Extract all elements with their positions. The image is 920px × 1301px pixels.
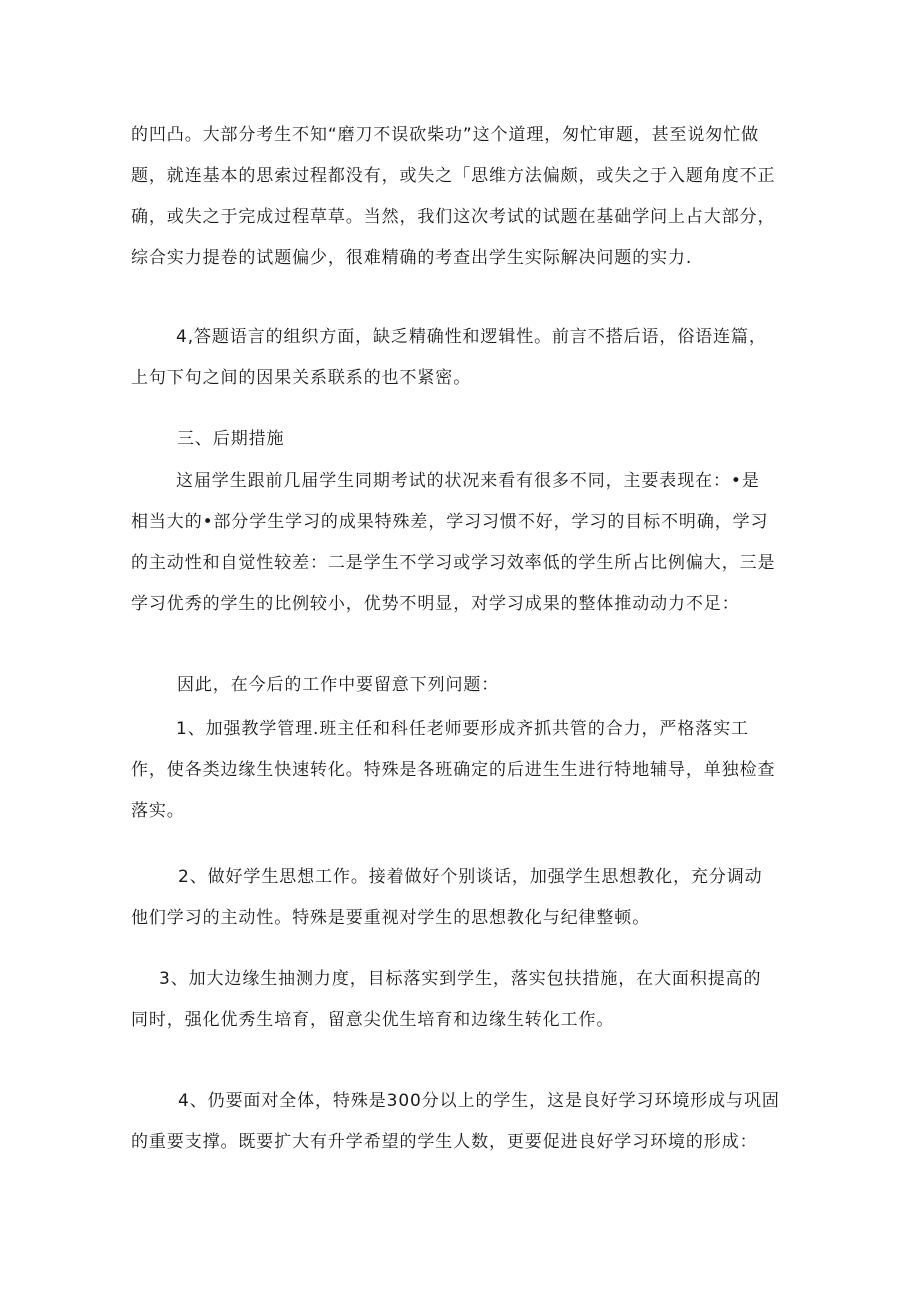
- text-line: 4、仍要面对全体，特殊是300分以上的学生，这是良好学习环境形成与巩固: [178, 1091, 780, 1111]
- text-line: 上句下句之间的因果关系联系的也不紧密。: [131, 368, 472, 388]
- text-line: 4,答题语言的组织方面，缺乏精确性和逻辑性。前言不搭后语，俗语连篇，: [176, 327, 767, 347]
- heading-text: 三、后期措施: [177, 429, 285, 449]
- text-line: 他们学习的主动性。特殊是要重视对学生的思想教化与纪律整顿。: [131, 908, 651, 928]
- text-line: 确，或失之于完成过程草草。当然，我们这次考试的试题在基础学问上占大部分，: [131, 207, 776, 227]
- text-line: 相当大的•部分学生学习的成果特殊差，学习习惯不好，学习的目标不明确，学习: [131, 512, 769, 532]
- text-line: 1、加强教学管理.班主任和科任老师要形成齐抓共管的合力，严格落实工: [176, 719, 749, 739]
- text-line: 这届学生跟前几届学生同期考试的状况来看有很多不同，主要表现在：•是: [176, 471, 760, 491]
- section-heading: [177, 419, 284, 460]
- text-line: 同时，强化优秀生培育，留意尖优生培育和边缘生转化工作。: [131, 1010, 615, 1030]
- text-line: 综合实力提卷的试题偏少，很难精确的考查出学生实际解决问题的实力.: [131, 248, 693, 268]
- paragraph-reasoning-issues: [131, 115, 775, 279]
- list-item-2: [131, 857, 763, 939]
- paragraph-student-status: [131, 461, 775, 625]
- text-line: 因此，在今后的工作中要留意下列问题：: [177, 675, 500, 695]
- text-line: 学习优秀的学生的比例较小，优势不明显，对学习成果的整体推动动力不足：: [131, 594, 740, 614]
- text-line: 2、做好学生思想工作。接着做好个别谈话，加强学生思想教化，充分调动: [178, 867, 763, 887]
- text-line: 题，就连基本的思索过程都没有，或失之「思维方法偏颇，或失之于入题角度不正: [131, 166, 776, 186]
- list-item-1: [131, 709, 775, 832]
- list-item-3: [131, 959, 761, 1041]
- text-line: 的重要支撑。既要扩大有升学希望的学生人数，更要促进良好学习环境的形成：: [131, 1132, 758, 1152]
- text-line: 作，使各类边缘生快速转化。特殊是各班确定的后进生生进行特地辅导，单独检查: [131, 760, 776, 780]
- text-line: 的凹凸。大部分考生不知“磨刀不误砍柴功”这个道理，匆忙审题，甚至说匆忙做: [131, 125, 760, 145]
- paragraph-language-issues: [131, 317, 767, 399]
- text-line: 落实。: [131, 801, 185, 821]
- paragraph-intro-issues: [177, 665, 499, 706]
- list-item-4: [131, 1081, 780, 1163]
- text-line: 3、加大边缘生抽测力度，目标落实到学生，落实包扶措施，在大面积提高的: [159, 969, 762, 989]
- text-line: 的主动性和自觉性较差：二是学生不学习或学习效率低的学生所占比例偏大，三是: [131, 553, 776, 573]
